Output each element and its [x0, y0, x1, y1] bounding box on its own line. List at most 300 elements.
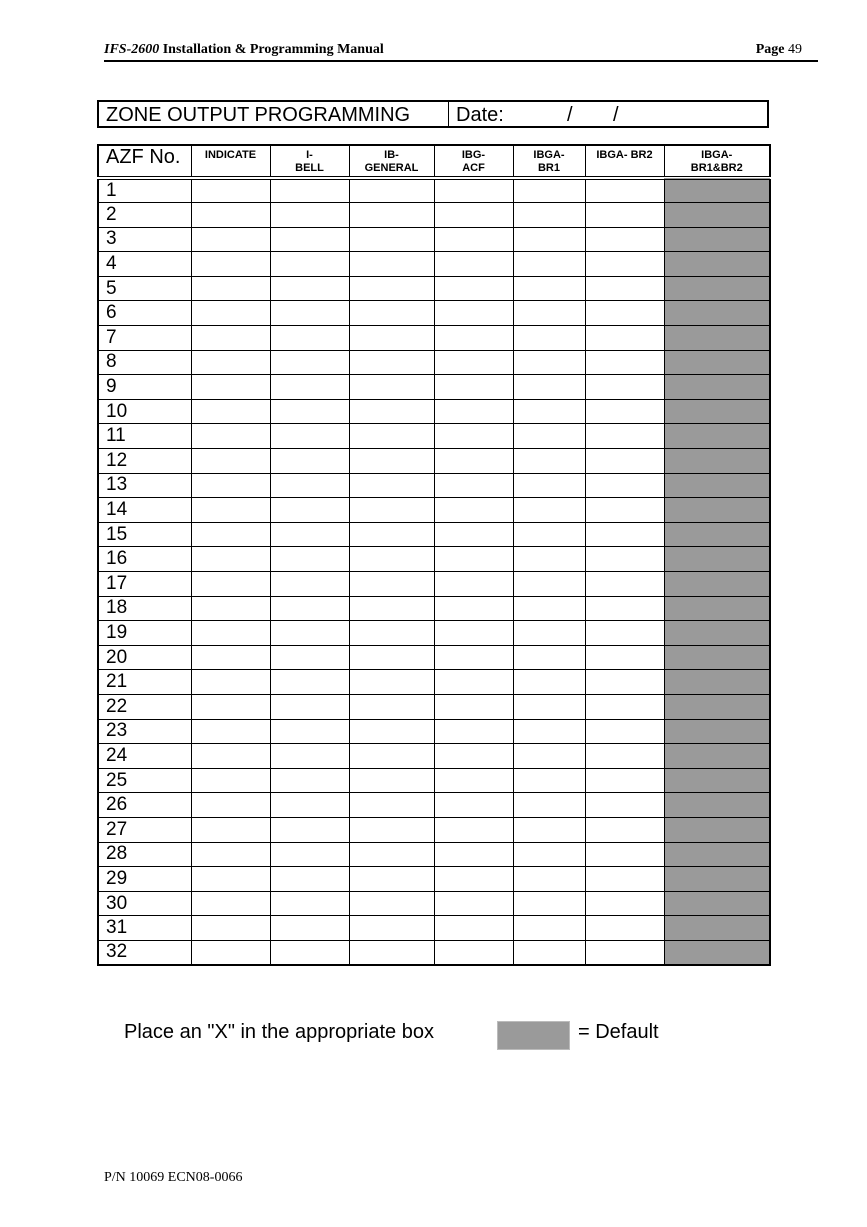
checkbox-cell[interactable] [191, 449, 270, 474]
table-row [98, 596, 770, 621]
checkbox-cell[interactable] [585, 572, 664, 597]
checkbox-cell[interactable] [349, 572, 434, 597]
table-row [98, 252, 770, 277]
checkbox-cell[interactable] [513, 891, 585, 916]
checkbox-cell[interactable] [270, 473, 349, 498]
date-label: Date: [456, 104, 504, 126]
checkbox-cell[interactable] [191, 867, 270, 892]
column-header: AZF No. [98, 145, 191, 178]
checkbox-cell[interactable] [270, 203, 349, 228]
zone-number: 10 [98, 399, 191, 424]
checkbox-cell[interactable] [349, 473, 434, 498]
checkbox-cell[interactable] [434, 522, 513, 547]
checkbox-cell[interactable] [270, 375, 349, 400]
checkbox-cell[interactable] [513, 916, 585, 941]
date-field[interactable] [449, 102, 767, 126]
zone-number: 28 [98, 842, 191, 867]
checkbox-cell[interactable] [349, 178, 434, 203]
checkbox-cell[interactable] [513, 375, 585, 400]
zone-number: 7 [98, 326, 191, 351]
checkbox-cell[interactable] [585, 793, 664, 818]
checkbox-cell[interactable] [270, 621, 349, 646]
checkbox-cell[interactable] [434, 596, 513, 621]
checkbox-cell[interactable] [434, 645, 513, 670]
checkbox-cell[interactable] [270, 301, 349, 326]
checkbox-cell[interactable] [349, 891, 434, 916]
checkbox-cell[interactable] [585, 326, 664, 351]
checkbox-cell[interactable] [513, 350, 585, 375]
checkbox-cell[interactable] [191, 940, 270, 965]
zone-number: 9 [98, 375, 191, 400]
table-row [98, 375, 770, 400]
table-row [98, 670, 770, 695]
checkbox-cell[interactable] [585, 424, 664, 449]
checkbox-cell[interactable] [349, 203, 434, 228]
checkbox-cell[interactable] [513, 252, 585, 277]
checkbox-cell[interactable] [270, 276, 349, 301]
checkbox-cell[interactable] [664, 276, 770, 301]
checkbox-cell[interactable] [434, 301, 513, 326]
checkbox-cell[interactable] [585, 498, 664, 523]
checkbox-cell[interactable] [349, 793, 434, 818]
checkbox-cell[interactable] [270, 670, 349, 695]
checkbox-cell[interactable] [664, 252, 770, 277]
table-row [98, 891, 770, 916]
checkbox-cell[interactable] [349, 670, 434, 695]
zone-number: 12 [98, 449, 191, 474]
checkbox-cell[interactable] [664, 227, 770, 252]
page-number: 49 [788, 42, 802, 57]
zone-number: 24 [98, 744, 191, 769]
checkbox-cell[interactable] [513, 473, 585, 498]
table-row [98, 276, 770, 301]
zone-number: 21 [98, 670, 191, 695]
checkbox-cell[interactable] [349, 596, 434, 621]
checkbox-cell[interactable] [585, 694, 664, 719]
checkbox-cell[interactable] [664, 916, 770, 941]
checkbox-cell[interactable] [585, 547, 664, 572]
checkbox-cell[interactable] [191, 301, 270, 326]
checkbox-cell[interactable] [191, 694, 270, 719]
checkbox-cell[interactable] [585, 891, 664, 916]
checkbox-cell[interactable] [349, 694, 434, 719]
checkbox-cell[interactable] [270, 522, 349, 547]
checkbox-cell[interactable] [191, 326, 270, 351]
column-header: I- BELL [270, 145, 349, 178]
column-header: IBGA- BR2 [585, 145, 664, 178]
checkbox-cell[interactable] [434, 694, 513, 719]
column-header: INDICATE [191, 145, 270, 178]
checkbox-cell[interactable] [349, 842, 434, 867]
page-indicator [756, 42, 802, 58]
checkbox-cell[interactable] [664, 326, 770, 351]
table-row [98, 744, 770, 769]
checkbox-cell[interactable] [513, 768, 585, 793]
checkbox-cell[interactable] [349, 399, 434, 424]
checkbox-cell[interactable] [664, 793, 770, 818]
page-header [104, 42, 818, 62]
checkbox-cell[interactable] [270, 719, 349, 744]
checkbox-cell[interactable] [434, 621, 513, 646]
checkbox-cell[interactable] [349, 547, 434, 572]
form-title: ZONE OUTPUT PROGRAMMING [99, 102, 449, 126]
checkbox-cell[interactable] [664, 842, 770, 867]
checkbox-cell[interactable] [513, 719, 585, 744]
checkbox-cell[interactable] [434, 670, 513, 695]
table-row [98, 621, 770, 646]
checkbox-cell[interactable] [434, 227, 513, 252]
part-number: P/N 10069 ECN08-0066 [104, 1170, 243, 1185]
column-header: IBGA- BR1 [513, 145, 585, 178]
checkbox-cell[interactable] [349, 621, 434, 646]
checkbox-cell[interactable] [191, 916, 270, 941]
zone-number: 19 [98, 621, 191, 646]
checkbox-cell[interactable] [349, 522, 434, 547]
page-label: Page [755, 42, 785, 57]
checkbox-cell[interactable] [191, 547, 270, 572]
checkbox-cell[interactable] [434, 473, 513, 498]
table-row [98, 719, 770, 744]
checkbox-cell[interactable] [513, 842, 585, 867]
table-row [98, 498, 770, 523]
checkbox-cell[interactable] [270, 793, 349, 818]
checkbox-cell[interactable] [191, 744, 270, 769]
checkbox-cell[interactable] [434, 498, 513, 523]
checkbox-cell[interactable] [191, 670, 270, 695]
checkbox-cell[interactable] [664, 547, 770, 572]
checkbox-cell[interactable] [434, 916, 513, 941]
zone-number: 29 [98, 867, 191, 892]
checkbox-cell[interactable] [664, 498, 770, 523]
checkbox-cell[interactable] [513, 793, 585, 818]
checkbox-cell[interactable] [270, 940, 349, 965]
checkbox-cell[interactable] [585, 842, 664, 867]
zone-number: 14 [98, 498, 191, 523]
checkbox-cell[interactable] [664, 301, 770, 326]
checkbox-cell[interactable] [270, 178, 349, 203]
checkbox-cell[interactable] [513, 424, 585, 449]
checkbox-cell[interactable] [434, 449, 513, 474]
checkbox-cell[interactable] [270, 498, 349, 523]
table-row [98, 547, 770, 572]
checkbox-cell[interactable] [664, 621, 770, 646]
checkbox-cell[interactable] [191, 350, 270, 375]
checkbox-cell[interactable] [191, 227, 270, 252]
checkbox-cell[interactable] [191, 375, 270, 400]
checkbox-cell[interactable] [585, 227, 664, 252]
checkbox-cell[interactable] [349, 498, 434, 523]
zone-number: 32 [98, 940, 191, 965]
checkbox-cell[interactable] [513, 301, 585, 326]
checkbox-cell[interactable] [434, 744, 513, 769]
checkbox-cell[interactable] [664, 645, 770, 670]
checkbox-cell[interactable] [191, 621, 270, 646]
checkbox-cell[interactable] [434, 719, 513, 744]
checkbox-cell[interactable] [270, 694, 349, 719]
zone-number: 8 [98, 350, 191, 375]
checkbox-cell[interactable] [349, 744, 434, 769]
checkbox-cell[interactable] [585, 817, 664, 842]
checkbox-cell[interactable] [664, 399, 770, 424]
checkbox-cell[interactable] [270, 768, 349, 793]
checkbox-cell[interactable] [585, 645, 664, 670]
date-slash-2: / [613, 104, 619, 126]
checkbox-cell[interactable] [513, 596, 585, 621]
default-swatch [497, 1021, 570, 1050]
checkbox-cell[interactable] [585, 449, 664, 474]
checkbox-cell[interactable] [434, 547, 513, 572]
zone-number: 27 [98, 817, 191, 842]
checkbox-cell[interactable] [513, 621, 585, 646]
checkbox-cell[interactable] [191, 473, 270, 498]
checkbox-cell[interactable] [191, 891, 270, 916]
checkbox-cell[interactable] [191, 842, 270, 867]
column-header: IBGA- BR1&BR2 [664, 145, 770, 178]
checkbox-cell[interactable] [664, 817, 770, 842]
checkbox-cell[interactable] [513, 203, 585, 228]
checkbox-cell[interactable] [349, 424, 434, 449]
checkbox-cell[interactable] [349, 276, 434, 301]
zone-number: 18 [98, 596, 191, 621]
zone-number: 3 [98, 227, 191, 252]
checkbox-cell[interactable] [434, 793, 513, 818]
checkbox-cell[interactable] [664, 596, 770, 621]
checkbox-cell[interactable] [664, 572, 770, 597]
table-row [98, 399, 770, 424]
table-row [98, 867, 770, 892]
checkbox-cell[interactable] [270, 252, 349, 277]
checkbox-cell[interactable] [349, 252, 434, 277]
checkbox-cell[interactable] [434, 350, 513, 375]
table-row [98, 842, 770, 867]
checkbox-cell[interactable] [513, 694, 585, 719]
checkbox-cell[interactable] [349, 867, 434, 892]
checkbox-cell[interactable] [270, 817, 349, 842]
checkbox-cell[interactable] [349, 301, 434, 326]
zone-number: 30 [98, 891, 191, 916]
checkbox-cell[interactable] [434, 768, 513, 793]
checkbox-cell[interactable] [434, 375, 513, 400]
table-row [98, 473, 770, 498]
checkbox-cell[interactable] [349, 375, 434, 400]
checkbox-cell[interactable] [513, 276, 585, 301]
table-row [98, 522, 770, 547]
checkbox-cell[interactable] [585, 399, 664, 424]
checkbox-cell[interactable] [664, 891, 770, 916]
checkbox-cell[interactable] [513, 399, 585, 424]
checkbox-cell[interactable] [585, 301, 664, 326]
checkbox-cell[interactable] [270, 596, 349, 621]
checkbox-cell[interactable] [664, 473, 770, 498]
zone-number: 13 [98, 473, 191, 498]
zone-number: 15 [98, 522, 191, 547]
checkbox-cell[interactable] [349, 326, 434, 351]
checkbox-cell[interactable] [513, 817, 585, 842]
checkbox-cell[interactable] [585, 473, 664, 498]
checkbox-cell[interactable] [270, 350, 349, 375]
checkbox-cell[interactable] [191, 203, 270, 228]
table-row [98, 793, 770, 818]
checkbox-cell[interactable] [434, 572, 513, 597]
checkbox-cell[interactable] [585, 375, 664, 400]
checkbox-cell[interactable] [270, 867, 349, 892]
table-row [98, 326, 770, 351]
checkbox-cell[interactable] [585, 350, 664, 375]
checkbox-cell[interactable] [664, 203, 770, 228]
checkbox-cell[interactable] [585, 596, 664, 621]
checkbox-cell[interactable] [585, 178, 664, 203]
checkbox-cell[interactable] [513, 326, 585, 351]
checkbox-cell[interactable] [270, 916, 349, 941]
checkbox-cell[interactable] [664, 375, 770, 400]
zone-output-table [97, 144, 771, 966]
checkbox-cell[interactable] [434, 817, 513, 842]
checkbox-cell[interactable] [664, 744, 770, 769]
table-row [98, 449, 770, 474]
checkbox-cell[interactable] [585, 867, 664, 892]
checkbox-cell[interactable] [349, 645, 434, 670]
checkbox-cell[interactable] [585, 621, 664, 646]
checkbox-cell[interactable] [191, 572, 270, 597]
checkbox-cell[interactable] [270, 424, 349, 449]
checkbox-cell[interactable] [585, 719, 664, 744]
zone-number: 6 [98, 301, 191, 326]
zone-number: 4 [98, 252, 191, 277]
checkbox-cell[interactable] [585, 744, 664, 769]
checkbox-cell[interactable] [585, 940, 664, 965]
checkbox-cell[interactable] [513, 572, 585, 597]
zone-number: 17 [98, 572, 191, 597]
zone-number: 5 [98, 276, 191, 301]
checkbox-cell[interactable] [191, 768, 270, 793]
checkbox-cell[interactable] [585, 670, 664, 695]
zone-number: 23 [98, 719, 191, 744]
checkbox-cell[interactable] [270, 645, 349, 670]
checkbox-cell[interactable] [513, 522, 585, 547]
checkbox-cell[interactable] [664, 719, 770, 744]
checkbox-cell[interactable] [664, 522, 770, 547]
table-header-row [98, 145, 770, 178]
checkbox-cell[interactable] [664, 670, 770, 695]
zone-number: 31 [98, 916, 191, 941]
checkbox-cell[interactable] [349, 227, 434, 252]
table-row [98, 424, 770, 449]
checkbox-cell[interactable] [434, 399, 513, 424]
checkbox-cell[interactable] [434, 326, 513, 351]
checkbox-cell[interactable] [349, 449, 434, 474]
zone-number: 11 [98, 424, 191, 449]
manual-title [104, 42, 384, 58]
checkbox-cell[interactable] [349, 940, 434, 965]
checkbox-cell[interactable] [270, 572, 349, 597]
checkbox-cell[interactable] [664, 424, 770, 449]
checkbox-cell[interactable] [664, 449, 770, 474]
table-row [98, 940, 770, 965]
table-row [98, 645, 770, 670]
checkbox-cell[interactable] [270, 744, 349, 769]
checkbox-cell[interactable] [513, 744, 585, 769]
checkbox-cell[interactable] [585, 203, 664, 228]
checkbox-cell[interactable] [349, 768, 434, 793]
checkbox-cell[interactable] [270, 449, 349, 474]
table-row [98, 301, 770, 326]
checkbox-cell[interactable] [585, 276, 664, 301]
column-header: IBG- ACF [434, 145, 513, 178]
checkbox-cell[interactable] [434, 178, 513, 203]
checkbox-cell[interactable] [191, 793, 270, 818]
checkbox-cell[interactable] [434, 424, 513, 449]
checkbox-cell[interactable] [434, 276, 513, 301]
checkbox-cell[interactable] [664, 694, 770, 719]
table-row [98, 178, 770, 203]
table-row [98, 350, 770, 375]
checkbox-cell[interactable] [513, 498, 585, 523]
checkbox-cell[interactable] [349, 350, 434, 375]
checkbox-cell[interactable] [191, 178, 270, 203]
checkbox-cell[interactable] [270, 891, 349, 916]
checkbox-cell[interactable] [513, 449, 585, 474]
checkbox-cell[interactable] [270, 547, 349, 572]
checkbox-cell[interactable] [191, 645, 270, 670]
checkbox-cell[interactable] [349, 916, 434, 941]
column-header: IB- GENERAL [349, 145, 434, 178]
checkbox-cell[interactable] [513, 645, 585, 670]
checkbox-cell[interactable] [585, 522, 664, 547]
checkbox-cell[interactable] [270, 227, 349, 252]
checkbox-cell[interactable] [664, 350, 770, 375]
checkbox-cell[interactable] [513, 940, 585, 965]
checkbox-cell[interactable] [585, 768, 664, 793]
checkbox-cell[interactable] [664, 178, 770, 203]
checkbox-cell[interactable] [513, 178, 585, 203]
checkbox-cell[interactable] [349, 719, 434, 744]
checkbox-cell[interactable] [270, 842, 349, 867]
instruction-text: Place an "X" in the appropriate box [124, 1021, 434, 1043]
checkbox-cell[interactable] [434, 203, 513, 228]
checkbox-cell[interactable] [585, 252, 664, 277]
checkbox-cell[interactable] [513, 547, 585, 572]
table-row [98, 572, 770, 597]
checkbox-cell[interactable] [270, 399, 349, 424]
checkbox-cell[interactable] [191, 596, 270, 621]
checkbox-cell[interactable] [191, 522, 270, 547]
checkbox-cell[interactable] [191, 424, 270, 449]
checkbox-cell[interactable] [434, 842, 513, 867]
checkbox-cell[interactable] [434, 940, 513, 965]
zone-number: 16 [98, 547, 191, 572]
checkbox-cell[interactable] [191, 276, 270, 301]
checkbox-cell[interactable] [513, 670, 585, 695]
checkbox-cell[interactable] [349, 817, 434, 842]
checkbox-cell[interactable] [191, 498, 270, 523]
checkbox-cell[interactable] [191, 817, 270, 842]
checkbox-cell[interactable] [434, 867, 513, 892]
checkbox-cell[interactable] [434, 891, 513, 916]
checkbox-cell[interactable] [434, 252, 513, 277]
checkbox-cell[interactable] [664, 940, 770, 965]
checkbox-cell[interactable] [664, 867, 770, 892]
checkbox-cell[interactable] [270, 326, 349, 351]
checkbox-cell[interactable] [191, 399, 270, 424]
checkbox-cell[interactable] [191, 252, 270, 277]
zone-number: 20 [98, 645, 191, 670]
checkbox-cell[interactable] [191, 719, 270, 744]
checkbox-cell[interactable] [513, 867, 585, 892]
manual-title-text: Installation & Programming Manual [162, 42, 384, 57]
checkbox-cell[interactable] [664, 768, 770, 793]
checkbox-cell[interactable] [585, 916, 664, 941]
checkbox-cell[interactable] [513, 227, 585, 252]
